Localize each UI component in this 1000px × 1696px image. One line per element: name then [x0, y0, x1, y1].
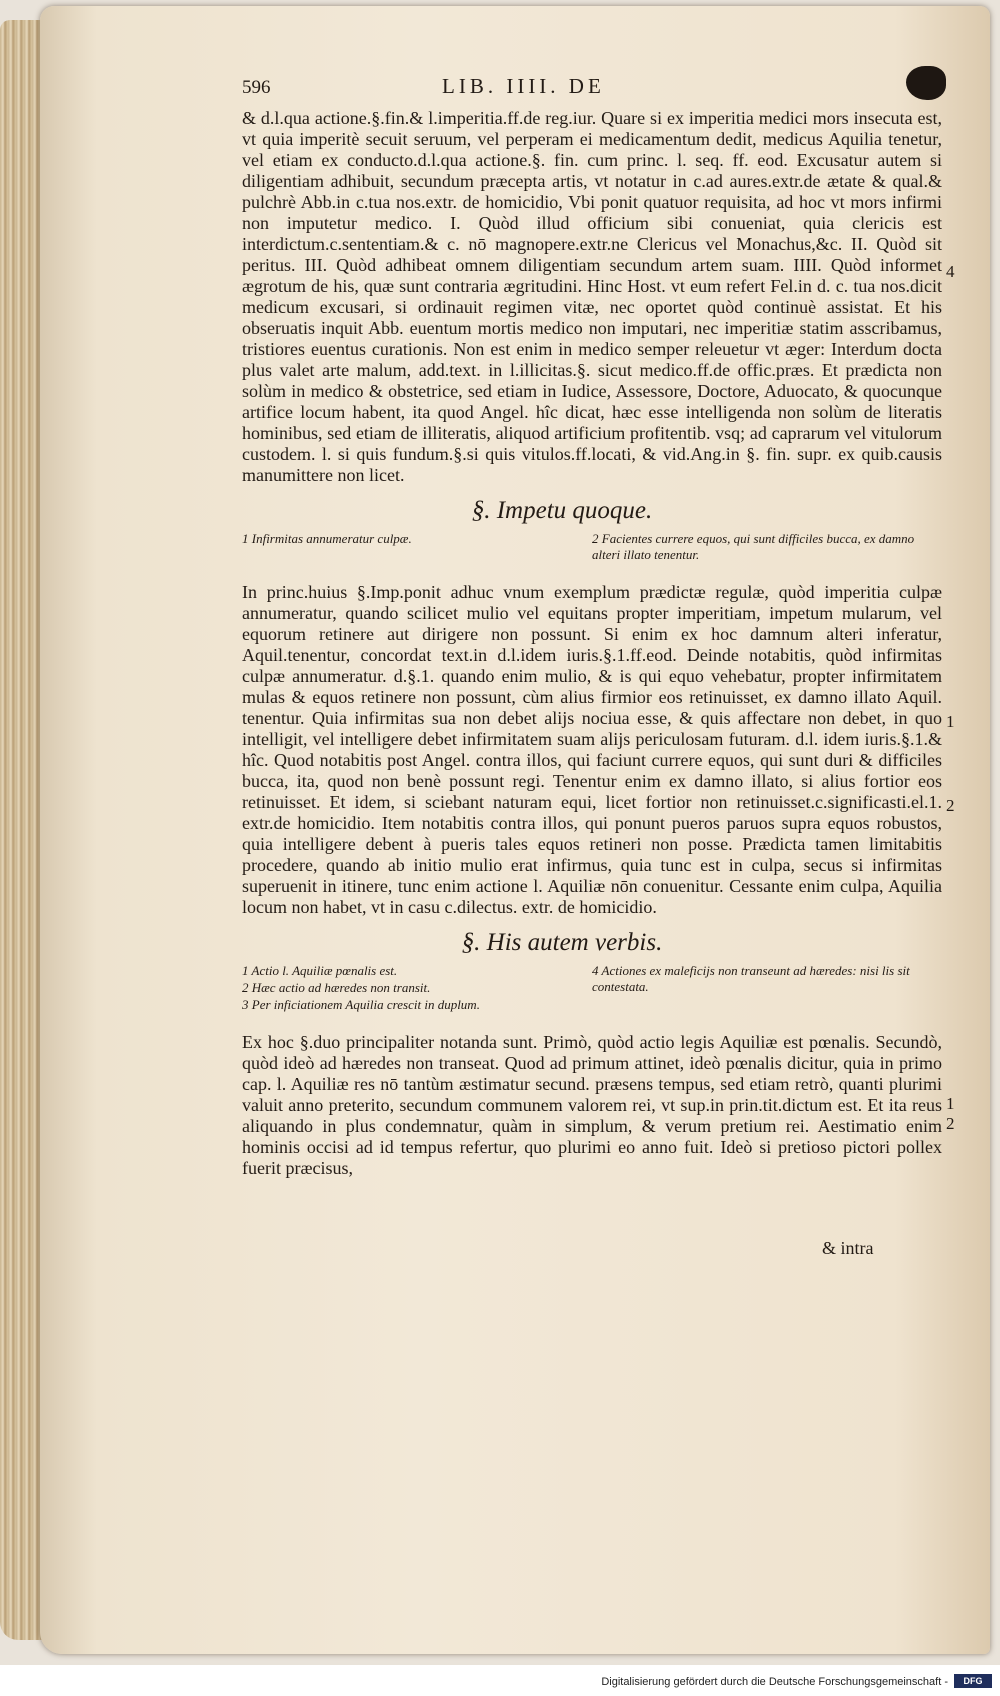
- main-text-block: [242, 76, 942, 1179]
- section-summaries-his-autem: [242, 963, 942, 1014]
- marginal-number: 1: [946, 712, 955, 731]
- running-title: LIB. IIII. DE: [442, 74, 605, 98]
- summary-column-left: [242, 963, 592, 1014]
- paragraph-his-autem: Ex hoc §.duo principaliter notanda sunt. Primò, quòd actio legis Aquiliæ est pœnalis. Secundò, quòd ideò ad hæredes non transeat. Quod ad primum attinet, ideò pœnalis dicitur, quia in primo cap. l. Aquiliæ res nō tantùm æstimatur secund. præsens tempus, sed etiam retrò, quanti plurimi valuit anno preterito, secundum communem valorem rei, vt sup.in prin.tit.dictum est. Et ita reus aliquando in plus condemnatur, quàm in simplum, & verum pretium rei. Aestimatio enim hominis occisi ad id tempus refertur, quo plurimi eo anno fuit. Ideò si pretioso pictori pollex fuerit præcisus,: [242, 1032, 942, 1178]
- digitization-footer: [0, 1668, 1000, 1696]
- marginal-number: 4: [946, 262, 955, 281]
- page-number: 596: [242, 77, 271, 98]
- summary-item: 3 Per inficiationem Aquilia crescit in duplum.: [242, 997, 480, 1012]
- catchword: & intra: [822, 1238, 874, 1258]
- summary-item: 2 Hæc actio ad hæredes non transit.: [242, 980, 431, 995]
- paragraph-opening: & d.l.qua actione.§.fin.& l.imperitia.ff.de reg.iur. Quare si ex imperitia medici mors insecuta est, vt quia imperitè secuit seruum, vel perperam ei medicamentum dedit, medicus Aquilia tenetur, vel etiam ex conducto.d.l.qua actione.§. fin. cum princ. l. seq. ff. eod. Excusatur autem si diligentiam adhibuit, secundum præcepta artis, vt notatur in c.ad aures.extr.de ætate & qual.& pulchrè Abb.in c.tua nos.extr. de homicidio, Vbi ponit quatuor requisita, ad hoc vt mors infirmi non imputetur medico. I. Quòd illud officium sibi conueniat, quia clericis est interdictum.c.sententiam.& c. nō magnopere.extr.ne Clericus vel Monachus,&c. II. Quòd sit peritus. III. Quòd adhibeat omnem diligentiam secundum artem suam. IIII. Quòd informet ægrotum de his, quæ sunt contraria ægritudini. Hinc Host. vt eum refert Fel.in d. c. tua nos.dicit medicum excusari, si ordinauit regimen vitæ, nec oportet quòd continuè assistat. Et his obseruatis inquit Abb. euentum mortis medico non imputari, nec imperitiæ statim asscribamus, tristiores euentus curationis. Non est enim in medico semper releuetur vt æger: Interdum docta plus valet arte malum, add.text. in l.illicitas.§. sicut medico.ff.de offic.præs. Et prædicta non solùm in medico & obstetrice, sed etiam in Iudice, Assessore, Doctore, Aduocato, & quocunque artifice locum habent, ita quod Angel. hîc dicat, hæc esse intelligenda non solùm de literatis hominibus, sed etiam de illiteratis, aliquod artificium profitentib. vsq; ad caprarum vel vitulorum custodem. l. si quis fundum.§.si quis vitulos.ff.locati, & vid.Ang.in §. fin. supr. ex quib.causis manumittere non licet.: [242, 108, 942, 485]
- summary-column-left: [242, 531, 592, 564]
- footer-credit: Digitalisierung gefördert durch die Deutsche Forschungsgemeinschaft -: [601, 1676, 948, 1688]
- paragraph-impetu: In princ.huius §.Imp.ponit adhuc vnum exemplum prædictæ regulæ, quòd imperitia culpæ annumeratur, quando scilicet mulio vel equitans propter imperitiam, impetum mularum, vel equorum retinere aut dirigere non possunt. Si enim ex hoc damnum alteri inferatur, Aquil.tenentur, concordat text.in d.l.idem iuris.§.1.ff.eod. Deinde notabitis, quòd infirmitas culpæ annumeratur. d.§.1. quando enim mulio, & is qui equo vehebatur, propter infirmitatem mulas & equos retinere non possunt, cùm alius firmior eos retinuisset, ex damno illato Aquil. tenentur. Quia infirmitas sua non debet alijs nociua esse, & quis affectare non debet, in quo intelligit, vel intelligere debet infirmitatem suam alijs periculosam futuram. d.l. idem iuris.§.1.& hîc. Quod notabitis post Angel. contra illos, qui faciunt currere equos, qui sunt duri & difficiles bucca, ita, quod non benè possunt regi. Tenentur enim ex damno illato, si alius fortior eos retinuisset. Et idem, si sciebant naturam equi, licet fortior non retinuisset.c.significasti.el.1. extr.de homicidio. Item notabitis contra illos, qui ponunt pueros paruos supra equos robustos, quia intelligere debent à pueris tales equos retineri non posse. Prædicta tamen limitabitis procedere, quando ab initio mulio erat infirmus, quia tunc est in culpa, secus si infirmitas superuenit in itinere, tunc enim actione l. Aquiliæ nōn conuenitur. Cessante enim culpa, Aquilia locum non habet, vt in casu c.dilectus. extr. de homicidio.: [242, 582, 942, 917]
- section-heading-impetu: §. Impetu quoque.: [471, 497, 653, 524]
- marginal-number: 2: [946, 1114, 955, 1133]
- section-heading-his-autem: §. His autem verbis.: [461, 929, 663, 956]
- summary-item: 4 Actiones ex maleficijs non transeunt ad hæredes: nisi lis sit contestata.: [592, 963, 910, 994]
- summary-column-right: [592, 531, 942, 564]
- marginal-number: 2: [946, 796, 955, 815]
- section-summaries-impetu: [242, 531, 942, 564]
- summary-item: 2 Facientes currere equos, qui sunt difficiles bucca, ex damno alteri illato tenentur.: [592, 531, 915, 562]
- marginal-number: 1: [946, 1094, 955, 1113]
- running-head: [242, 76, 942, 106]
- summary-item: 1 Infirmitas annumeratur culpæ.: [242, 531, 412, 546]
- summary-item: 1 Actio l. Aquiliæ pœnalis est.: [242, 963, 398, 978]
- dfg-logo: DFG: [954, 1674, 992, 1688]
- summary-column-right: [592, 963, 942, 1014]
